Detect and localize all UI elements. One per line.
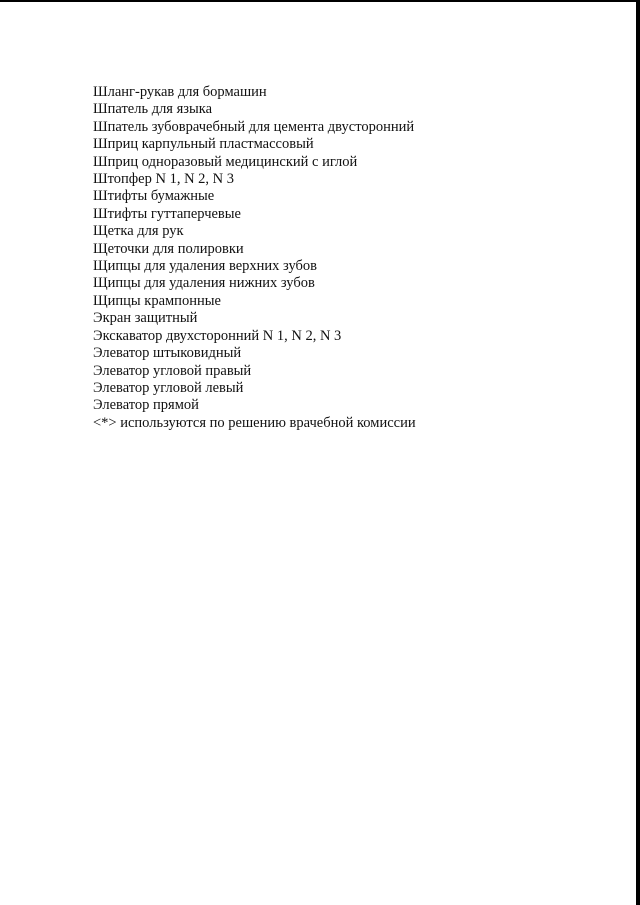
list-item: Щипцы для удаления нижних зубов: [93, 275, 315, 292]
list-item: Экскаватор двухсторонний N 1, N 2, N 3: [93, 327, 342, 344]
list-item: Элеватор прямой: [93, 397, 199, 414]
list-item: Элеватор угловой левый: [93, 379, 244, 396]
scan-border-right: [636, 0, 640, 905]
list-item: Элеватор угловой правый: [93, 362, 252, 379]
instrument-list: [93, 84, 416, 432]
list-item: Элеватор штыковидный: [93, 345, 242, 362]
list-item: Штопфер N 1, N 2, N 3: [93, 171, 235, 188]
list-item: Щетка для рук: [93, 223, 184, 240]
footnote: <*> используются по решению врачебной комиссии: [93, 414, 416, 431]
list-item: Шпатель для языка: [93, 101, 213, 118]
scan-border-top: [0, 0, 640, 2]
list-item: Шприц одноразовый медицинский с иглой: [93, 153, 358, 170]
list-item: Щеточки для полировки: [93, 240, 244, 257]
list-item: Шприц карпульный пластмассовый: [93, 136, 314, 153]
list-item: Щипцы для удаления верхних зубов: [93, 258, 317, 275]
list-item: Экран защитный: [93, 310, 198, 327]
list-item: Штифты бумажные: [93, 188, 215, 205]
list-item: Штифты гуттаперчевые: [93, 205, 241, 222]
list-item: Шланг-рукав для бормашин: [93, 84, 267, 100]
list-item: Щипцы крампонные: [93, 292, 221, 309]
list-item: Шпатель зубоврачебный для цемента двусторонний: [93, 118, 415, 135]
